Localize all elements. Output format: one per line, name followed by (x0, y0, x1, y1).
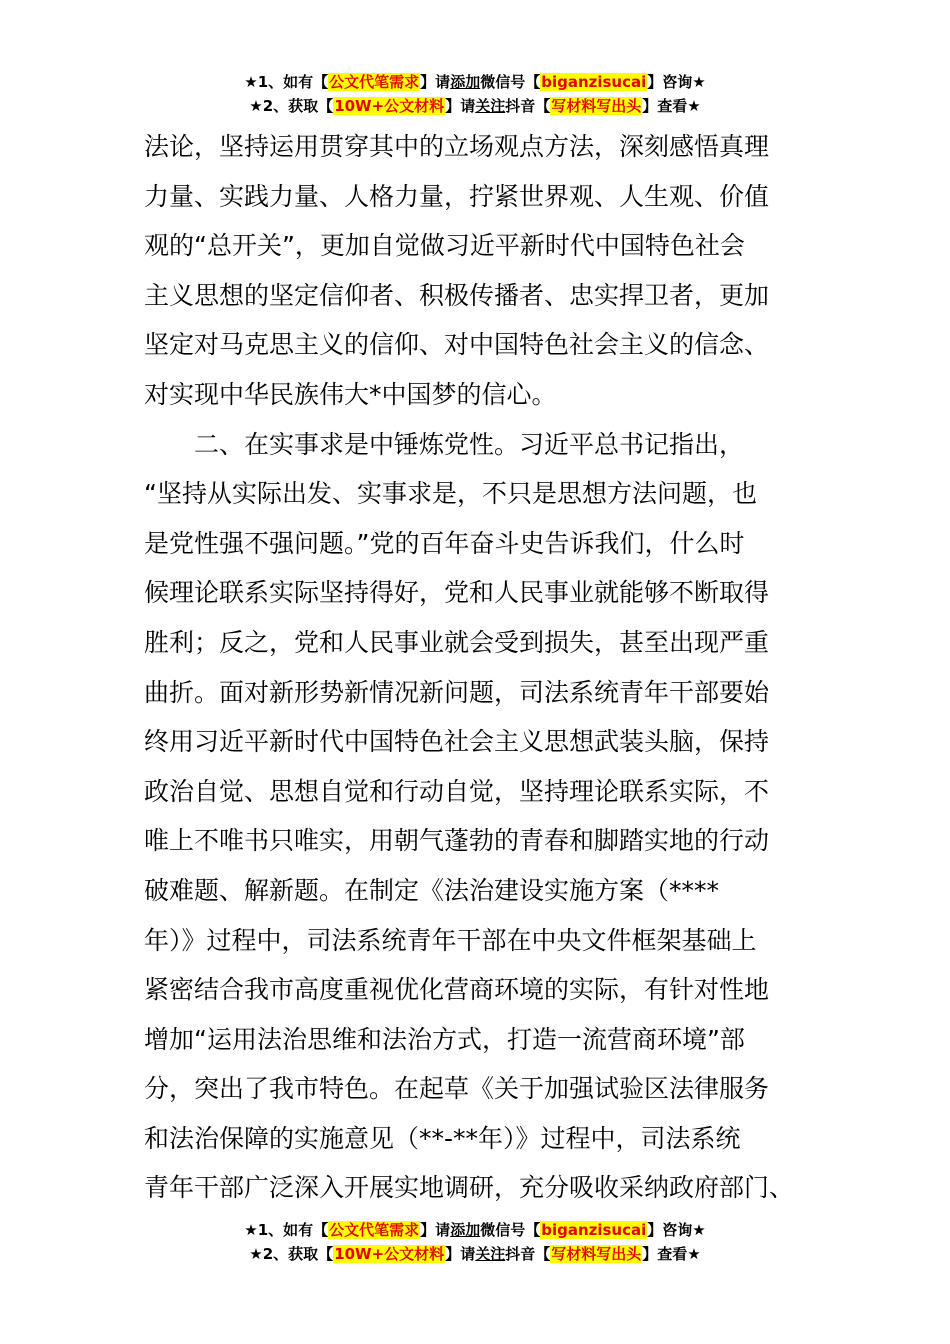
body-line: 增加“运用法治思维和法治方式，打造一流营商环境”部 (144, 1024, 745, 1054)
body-line: 法论，坚持运用贯穿其中的立场观点方法，深刻感悟真理 (144, 132, 770, 161)
promo-text: 】请 (420, 1221, 451, 1239)
promo-text: 】请 (445, 1245, 476, 1263)
body-line: 年）》过程中，司法系统青年干部在中央文件框架基础上 (144, 925, 757, 955)
promo-text: 】咨询★ (647, 73, 706, 91)
highlight-wechat-id: biganzisucai (541, 1221, 647, 1239)
highlight-service: 公文代笔需求 (329, 73, 420, 91)
body-line: 和法治保障的实施意见（**-**年）》过程中，司法系统 (144, 1123, 741, 1153)
body-line: 胜利；反之，党和人民事业就会受到损失，甚至出现严重 (144, 627, 770, 657)
body-line: 破难题、解新题。在制定《法治建设实施方案（**** (144, 875, 720, 905)
body-line: 候理论联系实际坚持得好，党和人民事业就能够不断取得 (144, 578, 770, 608)
promo-text: ★2、获取【 (249, 1245, 334, 1263)
promo-underlined: 添加 (450, 73, 481, 91)
highlight-materials: 10W+公文材料 (334, 1245, 445, 1263)
body-line: 政治自觉、思想自觉和行动自觉，坚持理论联系实际，不 (144, 776, 770, 806)
promo-line-1 (0, 70, 950, 94)
promo-banner-top (0, 70, 950, 118)
promo-underlined: 添加 (450, 1221, 481, 1239)
body-line: 终用习近平新时代中国特色社会主义思想武装头脑，保持 (144, 727, 770, 757)
promo-banner-bottom (0, 1218, 950, 1266)
promo-text: 】查看★ (642, 1245, 701, 1263)
document-body (144, 122, 795, 1213)
body-line: 曲折。面对新形势新情况新问题，司法系统青年干部要始 (144, 677, 770, 707)
body-line: 主义思想的坚定信仰者、积极传播者、忠实捍卫者，更加 (144, 280, 770, 310)
body-line: 分，突出了我市特色。在起草《关于加强试验区法律服务 (144, 1074, 770, 1104)
promo-line-2 (0, 94, 950, 118)
body-line: 青年干部广泛深入开展实地调研，充分吸收采纳政府部门、 (144, 1173, 795, 1203)
promo-underlined: 关注 (475, 97, 506, 115)
body-line: 对实现中华民族伟大*中国梦的信心。 (144, 379, 557, 409)
promo-text: 】请 (445, 97, 476, 115)
body-line: 力量、实践力量、人格力量，拧紧世界观、人生观、价值 (144, 181, 770, 211)
highlight-wechat-id: biganzisucai (541, 73, 647, 91)
promo-text: 抖音【 (505, 1245, 551, 1263)
highlight-douyin-id: 写材料写出头 (551, 1245, 642, 1263)
body-line: 观的“总开关”，更加自觉做习近平新时代中国特色社会 (144, 231, 745, 261)
promo-text: 微信号【 (480, 73, 541, 91)
body-line: 唯上不唯书只唯实，用朝气蓬勃的青春和脚踏实地的行动 (144, 826, 770, 856)
promo-line-2 (0, 1242, 950, 1266)
promo-underlined: 关注 (475, 1245, 506, 1263)
promo-text: 】请 (420, 73, 451, 91)
body-line: 是党性强不强问题。”党的百年奋斗史告诉我们，什么时 (144, 528, 745, 558)
body-line: 紧密结合我市高度重视优化营商环境的实际，有针对性地 (144, 975, 770, 1005)
promo-text: ★1、如有【 (244, 73, 329, 91)
promo-text: 】查看★ (642, 97, 701, 115)
highlight-service: 公文代笔需求 (329, 1221, 420, 1239)
body-line: 坚定对马克思主义的信仰、对中国特色社会主义的信念、 (144, 330, 770, 360)
promo-text: 微信号【 (480, 1221, 541, 1239)
section-heading-line: 二、在实事求是中锤炼党性。习近平总书记指出， (194, 429, 745, 459)
promo-text: 】咨询★ (647, 1221, 706, 1239)
body-line: “坚持从实际出发、实事求是，不只是思想方法问题，也 (144, 479, 757, 509)
highlight-materials: 10W+公文材料 (334, 97, 445, 115)
promo-text: 抖音【 (505, 97, 551, 115)
promo-line-1 (0, 1218, 950, 1242)
highlight-douyin-id: 写材料写出头 (551, 97, 642, 115)
promo-text: ★2、获取【 (249, 97, 334, 115)
promo-text: ★1、如有【 (244, 1221, 329, 1239)
